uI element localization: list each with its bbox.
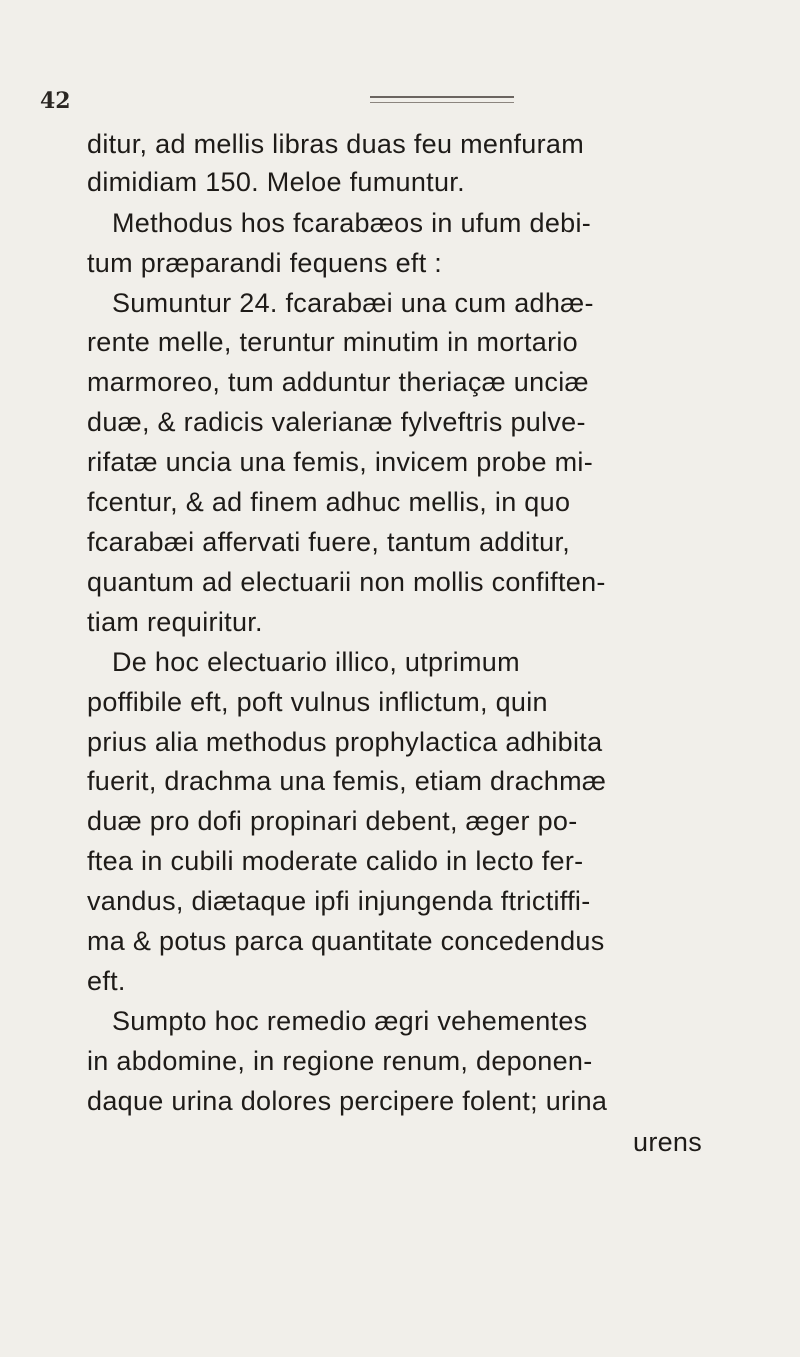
text-line: Sumpto hoc remedio ægri vehementes	[112, 1006, 588, 1036]
text-line: eft.	[87, 966, 126, 996]
text-line: Sumuntur 24. fcarabæi una cum adhæ-	[112, 288, 594, 318]
text-line: dimidiam 150. Meloe fumuntur.	[87, 167, 465, 197]
text-line: ditur, ad mellis libras duas feu menfuram	[87, 129, 585, 159]
text-line: daque urina dolores percipere folent; urina	[87, 1086, 608, 1116]
text-line: Methodus hos fcarabæos in ufum debi-	[112, 208, 592, 238]
catchword: urens	[633, 1127, 703, 1157]
text-line: duæ, & radicis valerianæ fylveftris pulve-	[87, 407, 586, 437]
text-line: marmoreo, tum adduntur theriaçæ unciæ	[87, 367, 589, 397]
text-line: duæ pro dofi propinari debent, æger po-	[87, 806, 578, 836]
text-line: vandus, diætaque ipfi injungenda ftrictiffi-	[87, 886, 591, 916]
text-line: in abdomine, in regione renum, deponen-	[87, 1046, 593, 1076]
text-line: fuerit, drachma una femis, etiam drachmæ	[87, 766, 607, 796]
text-line: fcarabæi affervati fuere, tantum additur,	[87, 527, 571, 557]
text-line: ma & potus parca quantitate concedendus	[87, 926, 605, 956]
text-line: De hoc electuario illico, utprimum	[112, 647, 520, 677]
header-rule	[370, 96, 514, 103]
text-line: poffibile eft, poft vulnus inflictum, quin	[87, 687, 548, 717]
text-line: prius alia methodus prophylactica adhibita	[87, 727, 603, 757]
text-line: rente melle, teruntur minutim in mortario	[87, 327, 578, 357]
text-line: ftea in cubili moderate calido in lecto fer-	[87, 846, 584, 876]
text-line: quantum ad electuarii non mollis confiften-	[87, 567, 606, 597]
text-line: tiam requiritur.	[87, 607, 263, 637]
text-line: tum præparandi fequens eft :	[87, 248, 443, 278]
text-line: rifatæ uncia una femis, invicem probe mi-	[87, 447, 593, 477]
page-number: 42	[40, 88, 71, 114]
text-line: fcentur, & ad finem adhuc mellis, in quo	[87, 487, 571, 517]
